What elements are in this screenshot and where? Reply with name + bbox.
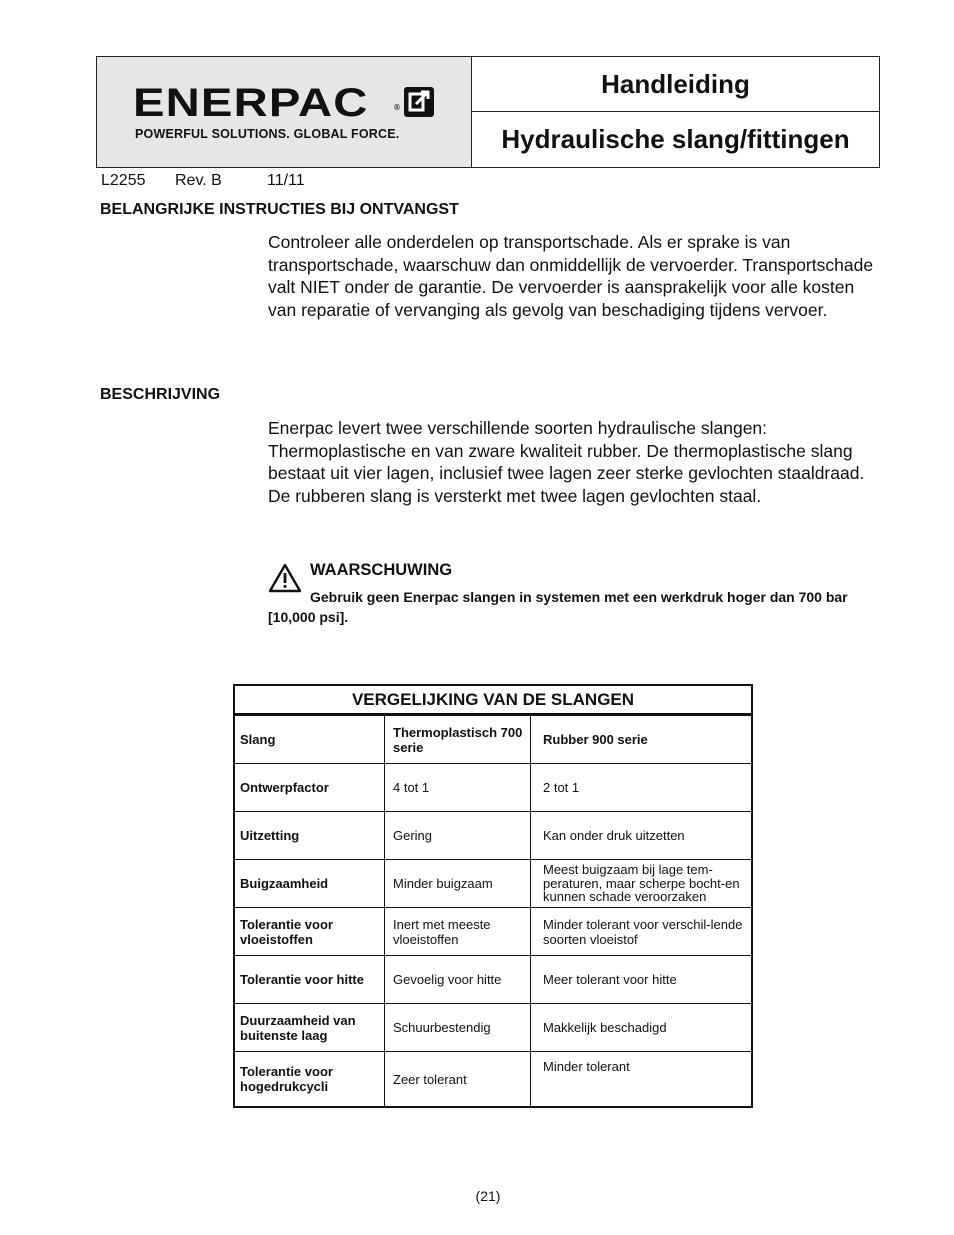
table-cell: Buigzaamheid [234,860,385,908]
table-header-row [234,715,752,764]
receipt-heading: BELANGRIJKE INSTRUCTIES BIJ ONTVANGST [100,201,459,218]
table-cell: Makkelijk beschadigd [531,1004,753,1052]
table-header-cell: Rubber 900 serie [531,715,753,764]
hose-comparison-table [233,684,753,1108]
document-header [96,56,880,168]
doc-date: 11/11 [267,172,305,189]
description-text: Enerpac levert twee verschillende soorten hydraulische slangen: Thermoplastische en van zware kwaliteit rubber. De thermoplastische slang bestaat uit vier lagen, inclusief twee lagen zeer sterke gevlochten staaldraad. De rubberen slang is versterkt met twee lagen gevlochten staal. [268,418,865,506]
table-header-cell: Slang [234,715,385,764]
enerpac-logo [97,57,472,167]
registered-mark: ® [394,103,400,112]
table-row [234,908,752,956]
table-cell: Minder buigzaam [385,860,531,908]
receipt-text: Controleer alle onderdelen op transportschade. Als er sprake is van transportschade, waarschuw dan onmiddellijk de vervoerder. Transportschade valt NIET onder de garantie. De vervoerder is aansprakelijk voor alle kosten van reparatie of vervanging als gevolg van beschadiging tijdens vervoer. [268,232,874,320]
table-cell: 2 tot 1 [531,764,753,812]
table-cell: Duurzaamheid van buitenste laag [234,1004,385,1052]
table-row [234,956,752,1004]
description-heading: BESCHRIJVING [100,386,221,403]
table-cell: Gevoelig voor hitte [385,956,531,1004]
table-cell: Minder tolerant [531,1052,753,1108]
logo-tagline: POWERFUL SOLUTIONS. GLOBAL FORCE. [135,127,400,141]
table-cell: Meer tolerant voor hitte [531,956,753,1004]
warning-title: WAARSCHUWING [310,561,453,579]
table-cell: Minder tolerant voor verschil-lende soorten vloeistof [531,908,753,956]
table-row [234,1004,752,1052]
table-cell: Tolerantie voor hogedrukcycli [234,1052,385,1108]
table-cell: Kan onder druk uitzetten [531,812,753,860]
table-cell: Zeer tolerant [385,1052,531,1108]
table-row [234,764,752,812]
manual-title: Handleiding [472,57,879,112]
table-header-cell: Thermoplastisch 700 serie [385,715,531,764]
table-cell: 4 tot 1 [385,764,531,812]
table-cell: Gering [385,812,531,860]
table-cell: Ontwerpfactor [234,764,385,812]
table-cell: Schuurbestendig [385,1004,531,1052]
table-row [234,1052,752,1108]
title-box [472,57,879,167]
table-row [234,812,752,860]
table-cell: Tolerantie voor hitte [234,956,385,1004]
table-cell: Inert met meeste vloeistoffen [385,908,531,956]
table-cell: Uitzetting [234,812,385,860]
warning-text: Gebruik geen Enerpac slangen in systemen met een werkdruk hoger dan 700 bar [10,000 psi]. [268,589,848,625]
table-cell: Tolerantie voor vloeistoffen [234,908,385,956]
page-number: (21) [475,1188,501,1204]
product-title: Hydraulische slang/fittingen [501,124,850,154]
table-row [234,860,752,908]
logo-wordmark: ENERPAC [133,81,369,125]
doc-number: L2255 [101,172,146,189]
enerpac-logo-icon [404,87,434,117]
doc-revision: Rev. B [175,172,222,189]
table-cell: Meest buigzaam bij lage tem-peraturen, maar scherpe bocht-en kunnen schade veroorzaken [531,860,753,908]
table-title: VERGELIJKING VAN DE SLANGEN [234,685,752,715]
